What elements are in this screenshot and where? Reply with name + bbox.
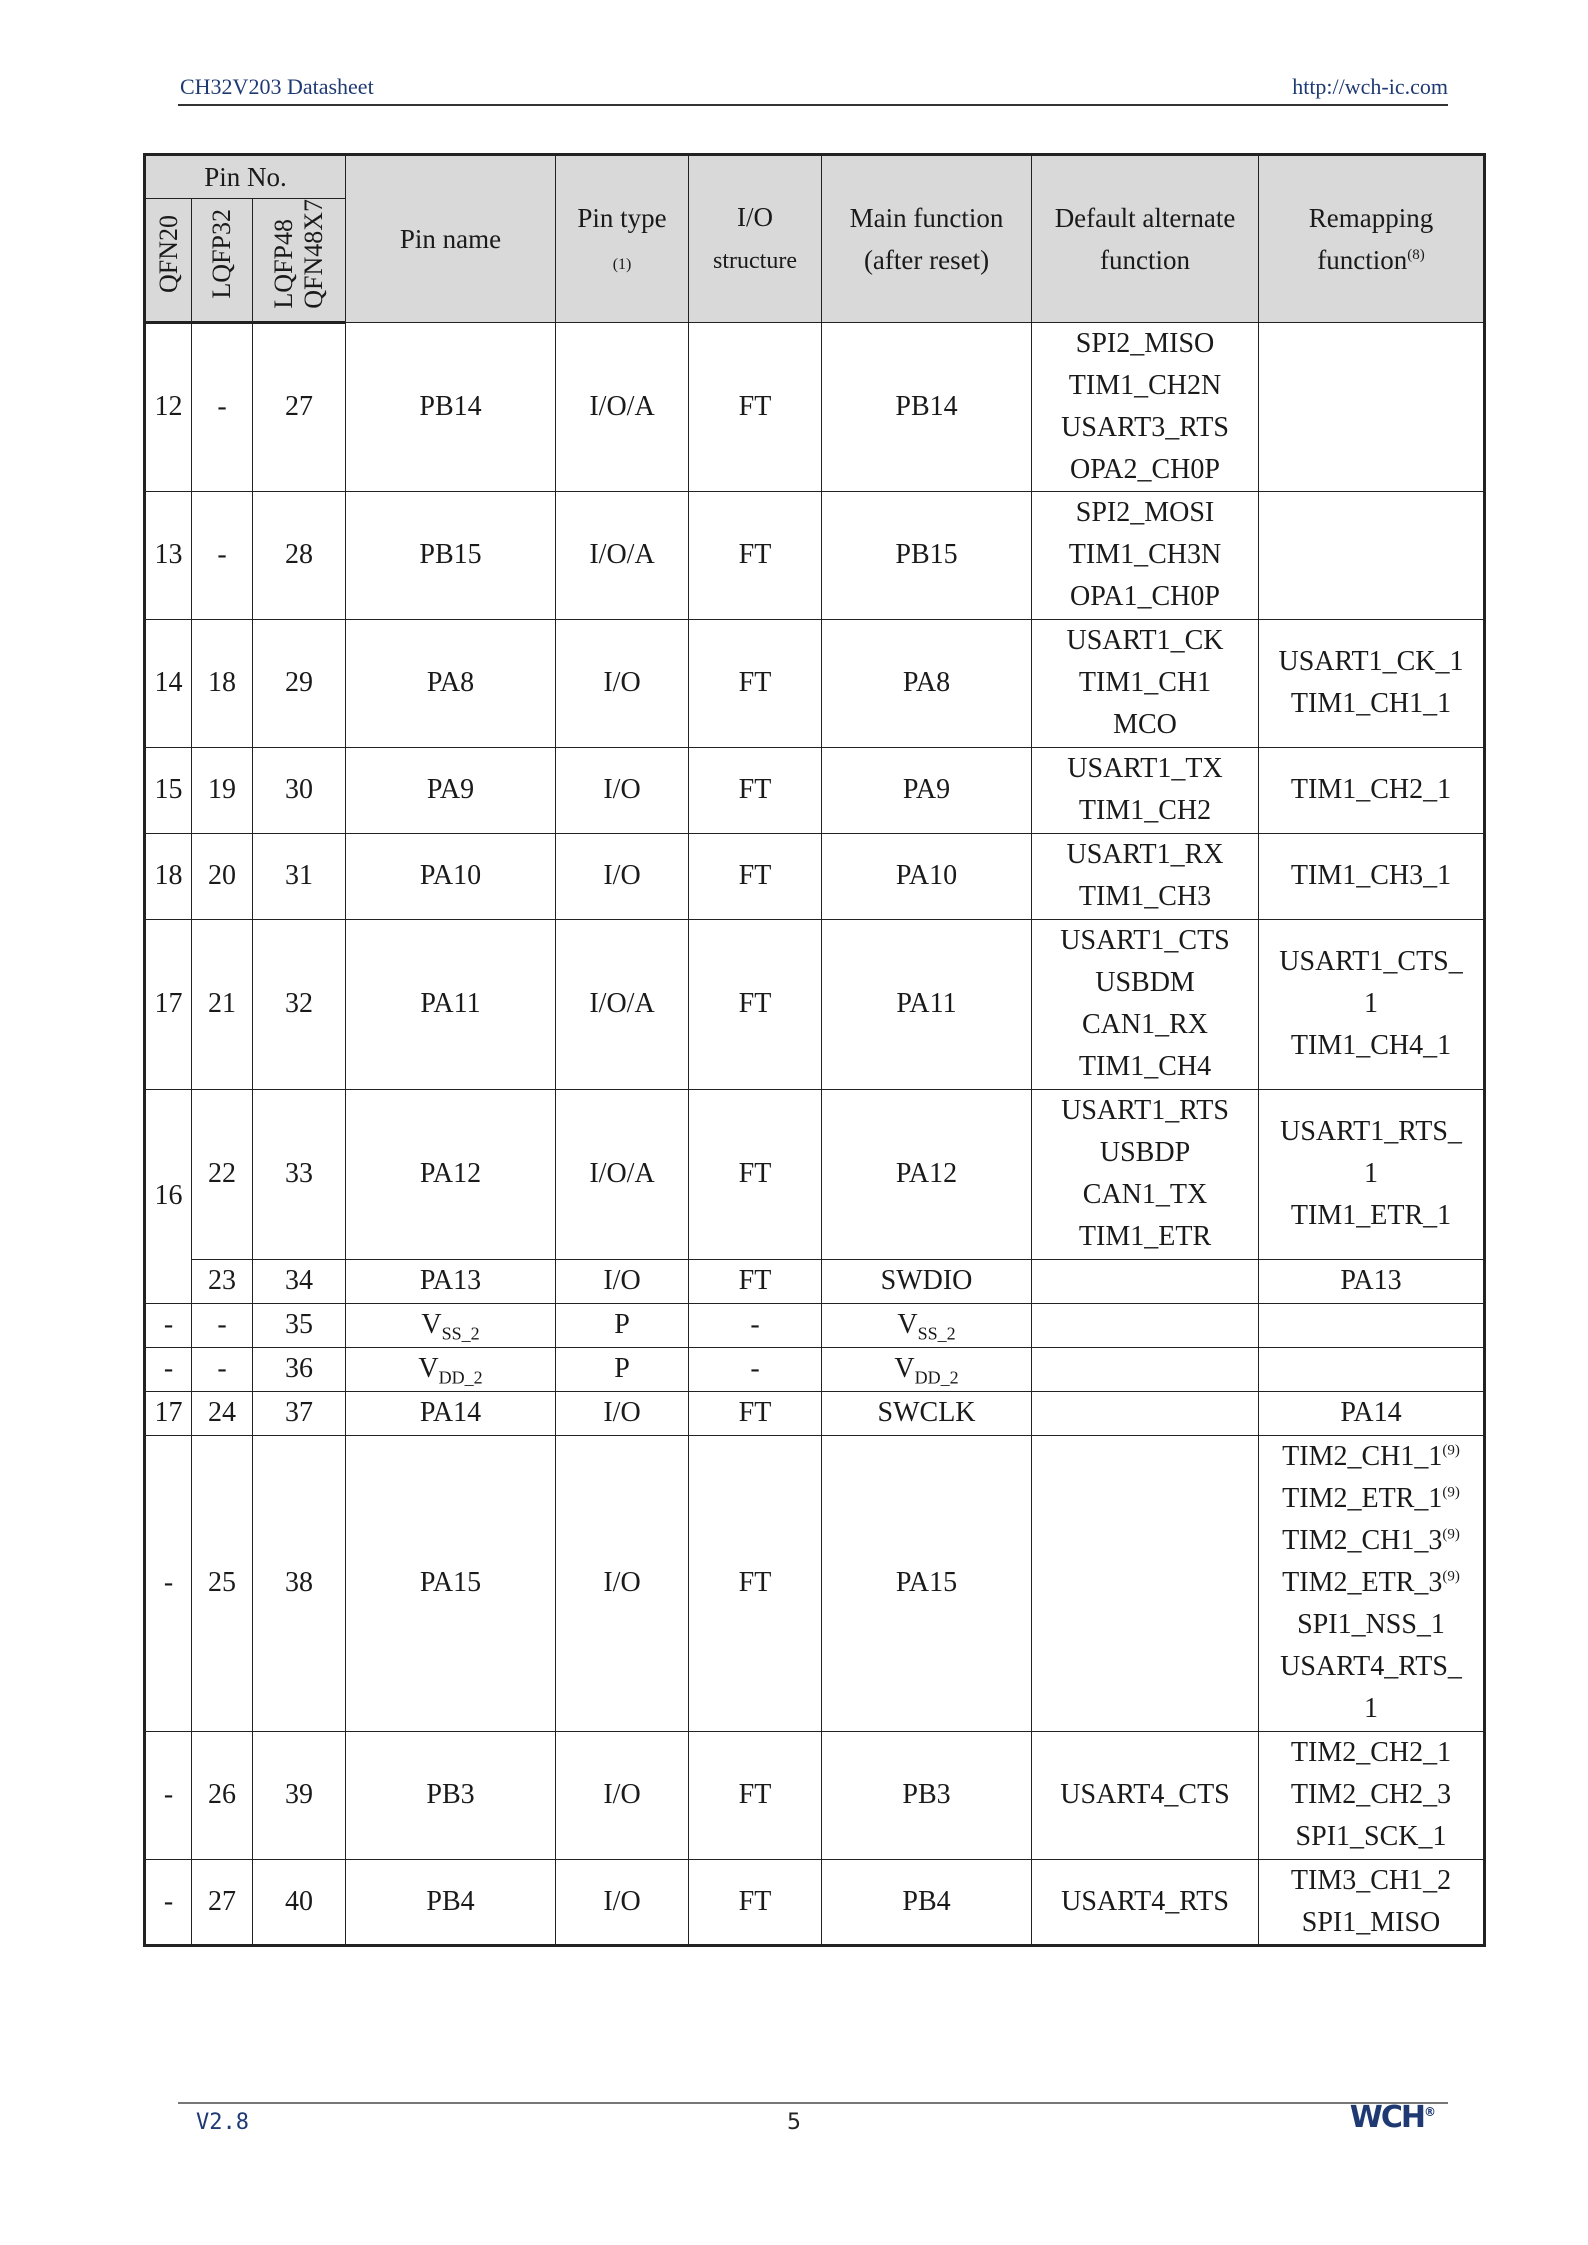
alt-function-cell: SPI2_MISO TIM1_CH2N USART3_RTS OPA2_CH0P — [1032, 322, 1259, 491]
remap-function-cell: TIM3_CH1_2 SPI1_MISO — [1259, 1859, 1485, 1945]
alt-function-cell: USART4_CTS — [1032, 1731, 1259, 1859]
alt-function-cell: USART1_TX TIM1_CH2 — [1032, 747, 1259, 833]
table-row: - 25 38 PA15 I/O FT PA15 TIM2_CH1_1$^{(9)}$ TIM2_ETR_1$^{(9)}$ TIM2_CH1_3$^{(9)}$ TIM2_ETR_3$^{(9)}$ SPI1_NSS_1 USART4_RTS_ 1 — [145, 1435, 1485, 1731]
header-qfn20: QFN20 — [145, 199, 192, 323]
header-lqfp48: LQFP48QFN48X7 — [253, 199, 346, 323]
pin-name-vss2: $V_{SS\_2}$ — [346, 1303, 556, 1347]
header-io-structure: I/O structure — [689, 155, 822, 323]
header-lqfp32: LQFP32 — [192, 199, 253, 323]
header-divider — [178, 104, 1448, 106]
alt-function-cell: SPI2_MOSI TIM1_CH3N OPA1_CH0P — [1032, 491, 1259, 619]
table-row: 14 18 29 PA8 I/O FT PA8 USART1_CK TIM1_CH1 MCO USART1_CK_1 TIM1_CH1_1 — [145, 619, 1485, 747]
page-number: 5 — [787, 2110, 801, 2135]
main-function-vdd2: $V_{DD\_2}$ — [822, 1347, 1032, 1391]
alt-function-cell — [1032, 1259, 1259, 1303]
alt-function-cell — [1032, 1435, 1259, 1731]
pin-name-vdd2: $V_{DD\_2}$ — [346, 1347, 556, 1391]
remap-function-cell — [1259, 1303, 1485, 1347]
alt-function-cell: USART4_RTS — [1032, 1859, 1259, 1945]
remap-function-cell — [1259, 322, 1485, 491]
header-default-alternate: Default alternate function — [1032, 155, 1259, 323]
remap-function-cell — [1259, 1347, 1485, 1391]
table-row: - - 35 $V_{SS\_2}$ P - $V_{SS\_2}$ — [145, 1303, 1485, 1347]
table-row: 13 - 28 PB15 I/O/A FT PB15 SPI2_MOSI TIM1_CH3N OPA1_CH0P — [145, 491, 1485, 619]
alt-function-cell: USART1_CTS USBDM CAN1_RX TIM1_CH4 — [1032, 919, 1259, 1089]
header-remapping: Remapping function$^{(8)}$ — [1259, 155, 1485, 323]
table-row: 18 20 31 PA10 I/O FT PA10 USART1_RX TIM1_CH3 TIM1_CH3_1 — [145, 833, 1485, 919]
remap-function-cell: PA13 — [1259, 1259, 1485, 1303]
remap-function-cell: TIM1_CH3_1 — [1259, 833, 1485, 919]
footer-divider — [178, 2102, 1448, 2104]
version-label: V2.8 — [196, 2110, 249, 2135]
header-main-function: Main function (after reset) — [822, 155, 1032, 323]
alt-function-cell: USART1_RTS USBDP CAN1_TX TIM1_ETR — [1032, 1089, 1259, 1259]
remap-function-cell: USART1_CTS_ 1 TIM1_CH4_1 — [1259, 919, 1485, 1089]
table-row: - 27 40 PB4 I/O FT PB4 USART4_RTS TIM3_CH1_2 SPI1_MISO — [145, 1859, 1485, 1945]
table-row: 23 34 PA13 I/O FT SWDIO PA13 — [145, 1259, 1485, 1303]
table-row: - 26 39 PB3 I/O FT PB3 USART4_CTS TIM2_CH2_1 TIM2_CH2_3 SPI1_SCK_1 — [145, 1731, 1485, 1859]
header-pin-name: Pin name — [346, 155, 556, 323]
remap-function-cell: TIM1_CH2_1 — [1259, 747, 1485, 833]
header-pin-type: Pin type (1) — [556, 155, 689, 323]
alt-function-cell — [1032, 1303, 1259, 1347]
table-row: 17 21 32 PA11 I/O/A FT PA11 USART1_CTS USBDM CAN1_RX TIM1_CH4 USART1_CTS_ 1 TIM1_CH4_1 — [145, 919, 1485, 1089]
table-row: 15 19 30 PA9 I/O FT PA9 USART1_TX TIM1_CH2 TIM1_CH2_1 — [145, 747, 1485, 833]
remap-function-cell — [1259, 491, 1485, 619]
pin-definition-table — [143, 153, 1486, 1947]
alt-function-cell: USART1_RX TIM1_CH3 — [1032, 833, 1259, 919]
header-pin-no: Pin No. — [145, 155, 346, 199]
wch-logo: WCH® — [1349, 2100, 1436, 2135]
alt-function-cell: USART1_CK TIM1_CH1 MCO — [1032, 619, 1259, 747]
remap-function-cell: TIM2_CH1_1$^{(9)}$ TIM2_ETR_1$^{(9)}$ TIM2_CH1_3$^{(9)}$ TIM2_ETR_3$^{(9)}$ SPI1_NSS_1 USART4_RTS_ 1 — [1259, 1435, 1485, 1731]
table-row: 16 22 33 PA12 I/O/A FT PA12 USART1_RTS USBDP CAN1_TX TIM1_ETR USART1_RTS_ 1 TIM1_ETR_1 — [145, 1089, 1485, 1259]
table-row: - - 36 $V_{DD\_2}$ P - $V_{DD\_2}$ — [145, 1347, 1485, 1391]
website-url[interactable]: http://wch-ic.com — [1292, 74, 1448, 99]
remap-function-cell: TIM2_CH2_1 TIM2_CH2_3 SPI1_SCK_1 — [1259, 1731, 1485, 1859]
alt-function-cell — [1032, 1391, 1259, 1435]
table-row: 17 24 37 PA14 I/O FT SWCLK PA14 — [145, 1391, 1485, 1435]
document-title: CH32V203 Datasheet — [180, 74, 374, 99]
remap-function-cell: PA14 — [1259, 1391, 1485, 1435]
remap-function-cell: USART1_RTS_ 1 TIM1_ETR_1 — [1259, 1089, 1485, 1259]
remap-function-cell: USART1_CK_1 TIM1_CH1_1 — [1259, 619, 1485, 747]
alt-function-cell — [1032, 1347, 1259, 1391]
main-function-vss2: $V_{SS\_2}$ — [822, 1303, 1032, 1347]
table-row: 12 - 27 PB14 I/O/A FT PB14 SPI2_MISO TIM1_CH2N USART3_RTS OPA2_CH0P — [145, 322, 1485, 491]
